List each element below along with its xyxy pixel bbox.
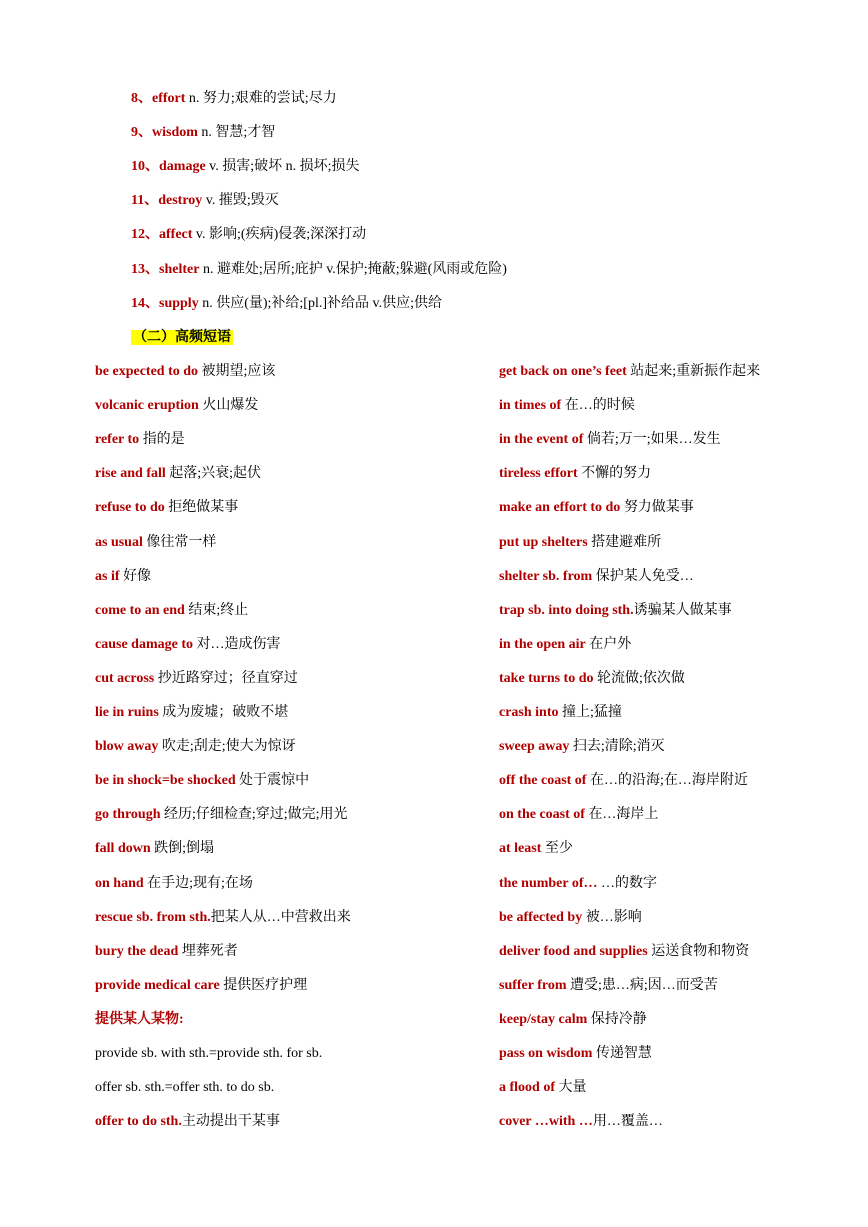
phrase-term: put up shelters <box>499 535 588 550</box>
phrase-term: as if <box>95 569 120 584</box>
phrase-meaning: 站起来;重新振作起来 <box>626 364 761 379</box>
vocab-item <box>131 89 337 109</box>
phrase-term: take turns to do <box>499 671 594 686</box>
phrase-term: in the open air <box>499 637 586 652</box>
vocab-number: 11、 <box>131 193 159 208</box>
phrase-item <box>499 1010 647 1030</box>
vocab-word: shelter <box>159 262 200 277</box>
phrase-item <box>499 464 651 484</box>
phrase-item <box>499 1112 663 1132</box>
phrase-meaning: 不懈的努力 <box>577 466 652 481</box>
phrase-meaning: 倘若;万一;如果…发生 <box>583 432 721 447</box>
phrase-term: refuse to do <box>95 500 165 515</box>
phrase-meaning: 至少 <box>541 841 573 856</box>
phrase-item <box>499 362 760 382</box>
vocab-definition: n. 努力;艰难的尝试;尽力 <box>185 91 337 106</box>
vocab-item <box>131 225 366 245</box>
phrase-meaning: 保持冷静 <box>587 1012 647 1027</box>
phrase-meaning: 对…造成伤害 <box>193 637 281 652</box>
phrase-term: get back on one’s feet <box>499 364 627 379</box>
phrase-meaning: 搭建避难所 <box>587 535 662 550</box>
phrase-meaning: 轮流做;依次做 <box>593 671 685 686</box>
phrase-item <box>95 1112 280 1132</box>
phrase-meaning: 抄近路穿过；径直穿过 <box>154 671 298 686</box>
phrase-meaning: 处于震惊中 <box>235 773 310 788</box>
vocab-number: 9、 <box>131 125 152 140</box>
phrase-meaning: …的数字 <box>597 876 658 891</box>
phrase-item <box>95 396 258 416</box>
vocab-definition: n. 智慧;才智 <box>197 125 276 140</box>
phrase-meaning: 火山爆发 <box>198 398 259 413</box>
vocab-word: supply <box>159 296 199 311</box>
phrase-meaning: 大量 <box>555 1080 587 1095</box>
phrase-term: rescue sb. from sth. <box>95 910 211 925</box>
phrase-meaning: 吹走;刮走;使大为惊讶 <box>158 739 296 754</box>
phrase-item <box>499 1078 587 1098</box>
phrase-item <box>499 1044 652 1064</box>
phrase-term: rise and fall <box>95 466 166 481</box>
phrase-item <box>95 839 214 859</box>
phrase-term: bury the dead <box>95 944 179 959</box>
vocab-word: effort <box>152 91 186 106</box>
vocab-item <box>131 123 275 143</box>
phrase-term: refer to <box>95 432 140 447</box>
phrase-term: cover …with … <box>499 1114 593 1129</box>
phrase-item <box>499 430 721 450</box>
vocab-item <box>131 260 507 280</box>
phrase-item <box>499 771 748 791</box>
phrase-item <box>95 464 261 484</box>
phrase-term: be affected by <box>499 910 583 925</box>
vocab-number: 13、 <box>131 262 159 277</box>
vocab-item <box>131 294 442 314</box>
phrase-item <box>499 805 658 825</box>
phrase-term: blow away <box>95 739 159 754</box>
phrase-item <box>95 976 307 996</box>
phrase-item <box>95 771 309 791</box>
phrase-term: off the coast of <box>499 773 587 788</box>
vocab-number: 14、 <box>131 296 159 311</box>
phrase-meaning: 起落;兴衰;起伏 <box>165 466 262 481</box>
phrase-item <box>95 533 216 553</box>
phrase-item <box>95 669 298 689</box>
section-heading <box>131 328 233 348</box>
phrase-item <box>95 942 238 962</box>
vocab-number: 8、 <box>131 91 152 106</box>
phrase-item <box>95 430 185 450</box>
phrase-item <box>499 942 749 962</box>
phrase-meaning: 在户外 <box>585 637 632 652</box>
phrase-item <box>95 1010 184 1030</box>
vocab-word: wisdom <box>152 125 198 140</box>
phrase-item <box>95 1044 322 1064</box>
phrase-item <box>499 908 642 928</box>
phrase-meaning: 把某人从…中营救出来 <box>210 910 351 925</box>
phrase-item <box>499 396 635 416</box>
phrase-meaning: 遭受;患…病;因…而受苦 <box>566 978 718 993</box>
phrase-meaning: 诱骗某人做某事 <box>633 603 732 618</box>
phrase-term: crash into <box>499 705 559 720</box>
phrase-term: cut across <box>95 671 155 686</box>
phrase-term: in times of <box>499 398 562 413</box>
phrase-meaning: 在…的时候 <box>561 398 635 413</box>
phrase-meaning: provide sb. with sth.=provide sth. for sb. <box>95 1046 323 1061</box>
phrase-meaning: offer sb. sth.=offer sth. to do sb. <box>95 1080 275 1095</box>
phrase-term: the number of… <box>499 876 598 891</box>
phrase-meaning: 指的是 <box>139 432 185 447</box>
phrase-meaning: 被…影响 <box>582 910 642 925</box>
phrase-meaning: 在…的沿海;在…海岸附近 <box>586 773 748 788</box>
phrase-meaning: 跌倒;倒塌 <box>150 841 215 856</box>
phrase-term: be expected to do <box>95 364 199 379</box>
phrase-meaning: 提供医疗护理 <box>219 978 308 993</box>
phrase-item <box>95 362 275 382</box>
phrase-meaning: 结束;终止 <box>184 603 249 618</box>
phrase-term: offer to do sth. <box>95 1114 182 1129</box>
phrase-term: cause damage to <box>95 637 193 652</box>
phrase-meaning: 运送食物和物资 <box>647 944 750 959</box>
vocab-definition: n. 供应(量);补给;[pl.]补给品 v.供应;供给 <box>198 296 443 311</box>
phrase-term: deliver food and supplies <box>499 944 648 959</box>
vocab-definition: v. 影响;(疾病)侵袭;深深打动 <box>192 227 367 242</box>
phrase-term: in the event of <box>499 432 584 447</box>
phrase-item <box>95 498 238 518</box>
phrase-meaning: 在…海岸上 <box>584 807 659 822</box>
phrase-meaning: 努力做某事 <box>620 500 694 515</box>
phrase-meaning: 被期望;应该 <box>198 364 276 379</box>
vocab-word: damage <box>159 159 206 174</box>
phrase-item <box>95 703 288 723</box>
phrase-meaning: 用…覆盖… <box>592 1114 663 1129</box>
phrase-term: trap sb. into doing sth. <box>499 603 634 618</box>
phrase-meaning: 扫去;清除;消灭 <box>569 739 665 754</box>
section-heading-text: （二）高频短语 <box>133 330 231 345</box>
vocab-number: 12、 <box>131 227 159 242</box>
phrase-meaning: 成为废墟；破败不堪 <box>158 705 289 720</box>
phrase-item <box>499 533 661 553</box>
phrase-term: 提供某人某物: <box>95 1012 184 1027</box>
phrase-term: on the coast of <box>499 807 585 822</box>
phrase-term: keep/stay calm <box>499 1012 588 1027</box>
vocab-item <box>131 191 279 211</box>
phrase-item <box>95 1078 274 1098</box>
phrase-item <box>499 567 694 587</box>
phrase-item <box>499 498 694 518</box>
phrase-term: suffer from <box>499 978 567 993</box>
phrase-item <box>95 874 253 894</box>
phrase-meaning: 保护某人免受… <box>592 569 694 584</box>
phrase-term: as usual <box>95 535 143 550</box>
phrase-term: shelter sb. from <box>499 569 593 584</box>
phrase-meaning: 好像 <box>119 569 151 584</box>
phrase-item <box>499 669 685 689</box>
phrase-item <box>95 635 281 655</box>
phrase-item <box>95 567 151 587</box>
phrase-meaning: 拒绝做某事 <box>164 500 239 515</box>
phrase-item <box>499 703 622 723</box>
phrase-term: go through <box>95 807 161 822</box>
phrase-term: at least <box>499 841 542 856</box>
phrase-term: be in shock=be shocked <box>95 773 236 788</box>
phrase-item <box>95 908 351 928</box>
vocab-word: destroy <box>158 193 203 208</box>
phrase-meaning: 传递智慧 <box>592 1046 652 1061</box>
phrase-meaning: 埋葬死者 <box>178 944 238 959</box>
phrase-item <box>499 839 573 859</box>
phrase-meaning: 撞上;猛撞 <box>558 705 622 720</box>
phrase-term: sweep away <box>499 739 570 754</box>
vocab-word: affect <box>159 227 193 242</box>
phrase-item <box>499 737 665 757</box>
phrase-term: tireless effort <box>499 466 578 481</box>
phrase-item <box>95 601 248 621</box>
phrase-meaning: 在手边;现有;在场 <box>143 876 253 891</box>
vocab-item <box>131 157 360 177</box>
phrase-meaning: 像往常一样 <box>142 535 217 550</box>
phrase-term: pass on wisdom <box>499 1046 593 1061</box>
phrase-term: come to an end <box>95 603 185 618</box>
phrase-meaning: 主动提出干某事 <box>181 1114 280 1129</box>
vocab-definition: v. 损害;破坏 n. 损坏;损失 <box>205 159 360 174</box>
vocab-number: 10、 <box>131 159 159 174</box>
phrase-term: on hand <box>95 876 144 891</box>
phrase-term: provide medical care <box>95 978 220 993</box>
phrase-term: fall down <box>95 841 151 856</box>
vocab-definition: v. 摧毁;毁灭 <box>202 193 279 208</box>
phrase-item <box>499 976 718 996</box>
phrase-item <box>499 635 631 655</box>
phrase-term: a flood of <box>499 1080 555 1095</box>
phrase-item <box>499 601 732 621</box>
phrase-term: make an effort to do <box>499 500 621 515</box>
phrase-term: lie in ruins <box>95 705 159 720</box>
phrase-term: volcanic eruption <box>95 398 199 413</box>
phrase-item <box>95 737 296 757</box>
phrase-item <box>499 874 657 894</box>
phrase-item <box>95 805 348 825</box>
vocab-definition: n. 避难处;居所;庇护 v.保护;掩蔽;躲避(风雨或危险) <box>199 262 507 277</box>
phrase-meaning: 经历;仔细检查;穿过;做完;用光 <box>160 807 348 822</box>
